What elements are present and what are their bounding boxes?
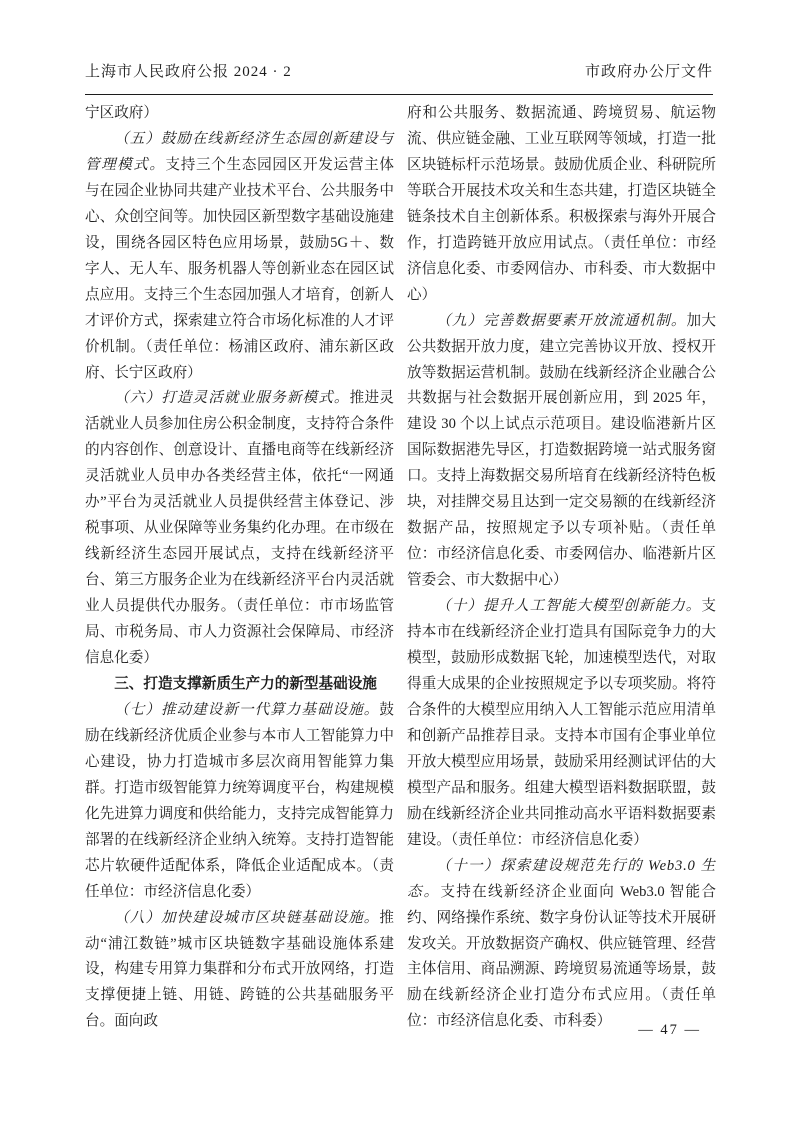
document-type-label: 市政府办公厅文件 (584, 64, 713, 80)
item-5-lead: （五）鼓励在线新经济生态园创新建设与管理模式。 (85, 130, 394, 173)
right-column (407, 101, 716, 1035)
item-11-lead: （十一）探索建设规范先行的 Web3.0 生态。 (407, 857, 716, 900)
item-6-lead: （六）打造灵活就业服务新模式。 (114, 390, 350, 407)
item-5-body: 支持三个生态园园区开发运营主体与在园企业协同共建产业技术平台、公共服务中心、众创空间等。加快园区新型数字基础设施建设，围绕各园区特色应用场景，鼓励5G＋、数字人、无人车、服务机器人等创新业态在园区试点应用。支持三个生态园加强人才培育，创新人才评价方式，探索建立符合市场化标准的人才评价机制。（责任单位：杨浦区政府、浦东新区政府、长宁区政府） (85, 156, 394, 381)
item-10-body: 支持本市在线新经济企业打造具有国际竞争力的大模型，鼓励形成数据飞轮，加速模型迭代，对取得重大成果的企业按照规定予以专项奖励。将符合条件的大模型应用纳入人工智能示范应用清单和创新产品推荐目录。支持本市国有企事业单位开放大模型应用场景，鼓励采用经测试评估的大模型产品和服务。组建大模型语料数据联盟，鼓励在线新经济企业共同推动高水平语料数据要素建设。（责任单位：市经济信息化委） (407, 598, 716, 848)
paragraph-item-9 (407, 309, 716, 594)
paragraph-item-5 (85, 127, 394, 387)
document-body (85, 101, 716, 1035)
item-11-body: 支持在线新经济企业面向 Web3.0 智能合约、网络操作系统、数字身份认证等技术开展研发攻关。开放数据资产确权、供应链管理、经营主体信用、商品溯源、跨境贸易流通等场景，鼓励在线新经济企业打造分布式应用。（责任单位：市经济信息化委、市科委） (407, 883, 716, 1030)
item-7-lead: （七）推动建设新一代算力基础设施。 (114, 701, 380, 718)
page-header (85, 60, 713, 95)
paragraph-item-11 (407, 854, 716, 1036)
item-8-lead: （八）加快建设城市区块链基础设施。 (114, 909, 380, 926)
item-9-lead: （九）完善数据要素开放流通机制。 (436, 312, 687, 329)
paragraph-item-8 (85, 906, 394, 1036)
page-number: — 47 — (638, 1022, 701, 1038)
section-heading: 三、打造支撑新质生产力的新型基础设施 (114, 675, 377, 692)
item-9-body: 加大公共数据开放力度，建立完善协议开放、授权开放等数据运营机制。鼓励在线新经济企业融合公共数据与社会数据开展创新应用，到 2025 年，建设 30 个以上试点示范项目。建设临港新片区国际数据港先导区，打造数据跨境一站式服务窗口。支持上海数据交易所培育在线新经济特色板块，对挂牌交易且达到一定交易额的在线新经济数据产品，按照规定予以专项补贴。（责任单位：市经济信息化委、市委网信办、临港新片区管委会、市大数据中心） (407, 312, 716, 589)
item-10-lead: （十）提升人工智能大模型创新能力。 (436, 598, 702, 615)
paragraph-item-7 (85, 698, 394, 906)
item-6-body: 推进灵活就业人员参加住房公积金制度，支持符合条件的内容创作、创意设计、直播电商等在线新经济灵活就业人员申办各类经营主体，依托“一网通办”平台为灵活就业人员提供经营主体登记、涉税事项、从业保障等业务集约化办理。在市级在线新经济生态园开展试点，支持在线新经济平台、第三方服务企业为在线新经济平台内灵活就业人员提供代办服务。（责任单位：市市场监管局、市税务局、市人力资源社会保障局、市经济信息化委） (85, 390, 394, 667)
paragraph-item-10 (407, 594, 716, 854)
paragraph-item-6 (85, 386, 394, 671)
left-column (85, 101, 394, 1035)
paragraph-continuation: 府和公共服务、数据流通、跨境贸易、航运物流、供应链金融、工业互联网等领域，打造一批区块链标杆示范场景。鼓励优质企业、科研院所等联合开展技术攻关和生态共建，打造区块链全链条技术自主创新体系。积极探索与海外开展合作，打造跨链开放应用试点。（责任单位：市经济信息化委、市委网信办、市科委、市大数据中心） (407, 105, 716, 303)
item-7-body: 鼓励在线新经济优质企业参与本市人工智能算力中心建设，协力打造城市多层次商用智能算力集群。打造市级智能算力统筹调度平台，构建规模化先进算力调度和供给能力，支持完成智能算力部署的在线新经济企业纳入统筹。支持打造智能芯片软硬件适配体系，降低企业适配成本。（责任单位：市经济信息化委） (85, 701, 394, 900)
gazette-title: 上海市人民政府公报 2024 · 2 (85, 64, 292, 80)
paragraph-continuation: 宁区政府） (85, 105, 158, 121)
item-8-body: 推动“浦江数链”城市区块链数字基础设施体系建设，构建专用算力集群和分布式开放网络，打造支撑便捷上链、用链、跨链的公共基础服务平台。面向政 (85, 909, 394, 1030)
